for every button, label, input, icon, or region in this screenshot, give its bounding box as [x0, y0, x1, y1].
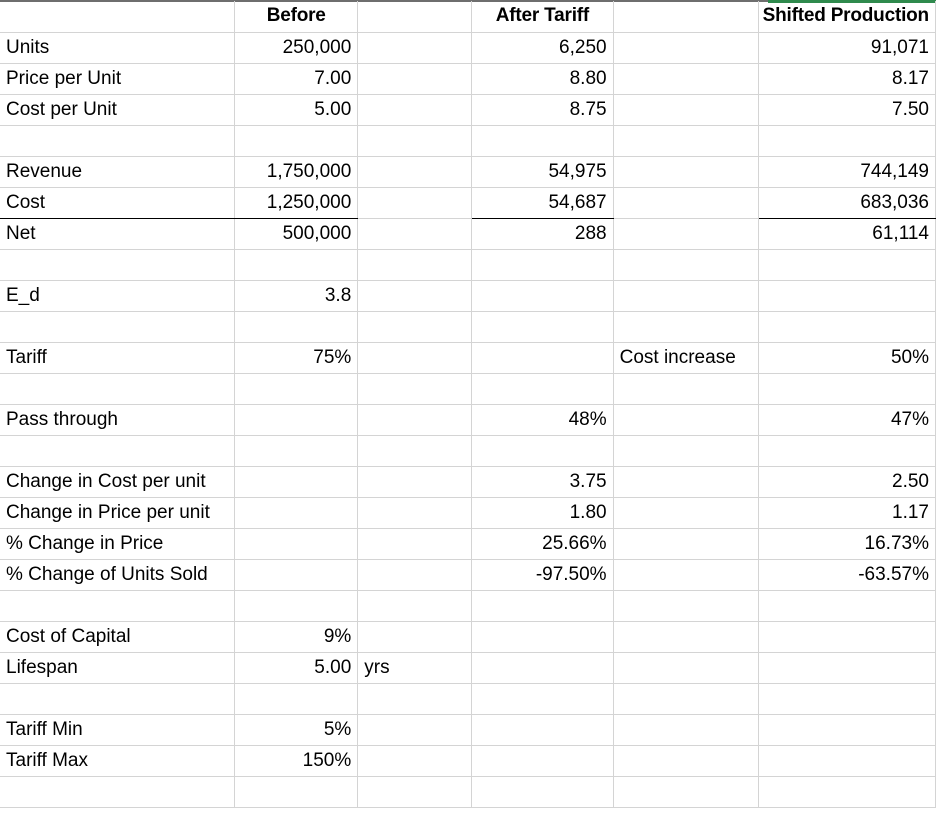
label-pct-price[interactable]: % Change in Price [0, 528, 235, 559]
row-empty [0, 683, 936, 714]
cell[interactable] [758, 249, 935, 280]
cost-shifted[interactable]: 683,036 [758, 187, 935, 218]
pct-price-shifted[interactable]: 16.73% [758, 528, 935, 559]
cell[interactable] [613, 404, 758, 435]
label-change-price[interactable]: Change in Price per unit [0, 497, 235, 528]
cell[interactable] [235, 435, 358, 466]
cell[interactable] [613, 32, 758, 63]
label-tariff-min[interactable]: Tariff Min [0, 714, 235, 745]
cell[interactable] [358, 1, 472, 32]
row-tariff-max [0, 745, 936, 776]
row-empty [0, 776, 936, 807]
cell[interactable] [613, 776, 758, 807]
price-before[interactable]: 7.00 [235, 63, 358, 94]
cell[interactable] [0, 125, 235, 156]
pass-after[interactable]: 48% [472, 404, 613, 435]
row-units [0, 32, 936, 63]
cell[interactable] [472, 280, 613, 311]
row-empty [0, 435, 936, 466]
row-pct-price [0, 528, 936, 559]
revenue-after[interactable]: 54,975 [472, 156, 613, 187]
dcost-after[interactable]: 3.75 [472, 466, 613, 497]
label-units[interactable]: Units [0, 32, 235, 63]
label-ed[interactable]: E_d [0, 280, 235, 311]
label-cost-increase[interactable]: Cost increase [613, 342, 758, 373]
revenue-before[interactable]: 1,750,000 [235, 156, 358, 187]
cell[interactable] [758, 125, 935, 156]
net-after[interactable]: 288 [472, 218, 613, 249]
pct-price-after[interactable]: 25.66% [472, 528, 613, 559]
units-shifted[interactable]: 91,071 [758, 32, 935, 63]
label-price[interactable]: Price per Unit [0, 63, 235, 94]
row-empty [0, 311, 936, 342]
cell[interactable] [758, 373, 935, 404]
dprice-shifted[interactable]: 1.17 [758, 497, 935, 528]
row-revenue [0, 156, 936, 187]
row-cost-per-unit [0, 94, 936, 125]
cell[interactable] [0, 1, 235, 32]
net-before[interactable]: 500,000 [235, 218, 358, 249]
cell[interactable] [613, 280, 758, 311]
row-ed [0, 280, 936, 311]
lifespan-unit[interactable]: yrs [358, 652, 472, 683]
label-pct-units[interactable]: % Change of Units Sold [0, 559, 235, 590]
cell[interactable] [358, 435, 472, 466]
cell[interactable] [0, 590, 235, 621]
cell[interactable] [472, 683, 613, 714]
cell[interactable] [472, 652, 613, 683]
label-revenue[interactable]: Revenue [0, 156, 235, 187]
cell[interactable] [0, 311, 235, 342]
cell[interactable] [613, 435, 758, 466]
row-empty [0, 125, 936, 156]
cell[interactable] [472, 342, 613, 373]
cell[interactable] [613, 683, 758, 714]
header-shifted-production[interactable]: Shifted Production [758, 1, 935, 32]
label-change-cost[interactable]: Change in Cost per unit [0, 466, 235, 497]
cell[interactable] [758, 311, 935, 342]
cell[interactable] [358, 404, 472, 435]
tariff-before[interactable]: 75% [235, 342, 358, 373]
cell[interactable] [235, 497, 358, 528]
cell[interactable] [472, 125, 613, 156]
tariff-max-before[interactable]: 150% [235, 745, 358, 776]
label-tariff-max[interactable]: Tariff Max [0, 745, 235, 776]
label-tariff[interactable]: Tariff [0, 342, 235, 373]
row-pass-through [0, 404, 936, 435]
cell[interactable] [235, 249, 358, 280]
cell[interactable] [358, 497, 472, 528]
cell[interactable] [358, 683, 472, 714]
label-cost-per-unit[interactable]: Cost per Unit [0, 94, 235, 125]
row-pct-units [0, 559, 936, 590]
cell[interactable] [358, 311, 472, 342]
row-empty [0, 373, 936, 404]
cell[interactable] [758, 714, 935, 745]
cell[interactable] [613, 652, 758, 683]
row-tariff-min [0, 714, 936, 745]
cell[interactable] [472, 714, 613, 745]
cost-increase-value[interactable]: 50% [758, 342, 935, 373]
lifespan-before[interactable]: 5.00 [235, 652, 358, 683]
cell[interactable] [358, 373, 472, 404]
cell[interactable] [758, 776, 935, 807]
row-price [0, 63, 936, 94]
cell[interactable] [358, 94, 472, 125]
price-shifted[interactable]: 8.17 [758, 63, 935, 94]
cell[interactable] [235, 683, 358, 714]
cell[interactable] [758, 280, 935, 311]
cell[interactable] [0, 683, 235, 714]
header-row [0, 1, 936, 32]
cost-unit-shifted[interactable]: 7.50 [758, 94, 935, 125]
cell-grid [0, 1, 936, 808]
row-change-cost [0, 466, 936, 497]
cell[interactable] [613, 714, 758, 745]
row-cost [0, 187, 936, 218]
cell[interactable] [613, 311, 758, 342]
cell[interactable] [358, 32, 472, 63]
cell[interactable] [613, 125, 758, 156]
header-after-tariff[interactable]: After Tariff [472, 1, 613, 32]
cell[interactable] [472, 590, 613, 621]
cell[interactable] [613, 559, 758, 590]
cell[interactable] [235, 373, 358, 404]
dcost-shifted[interactable]: 2.50 [758, 466, 935, 497]
cell[interactable] [613, 373, 758, 404]
cell[interactable] [613, 249, 758, 280]
label-cost[interactable]: Cost [0, 187, 235, 218]
cell[interactable] [358, 528, 472, 559]
price-after[interactable]: 8.80 [472, 63, 613, 94]
cell[interactable] [613, 94, 758, 125]
cell[interactable] [235, 466, 358, 497]
cost-after[interactable]: 54,687 [472, 187, 613, 218]
row-lifespan [0, 652, 936, 683]
cell[interactable] [0, 435, 235, 466]
cell[interactable] [235, 125, 358, 156]
cell[interactable] [358, 187, 472, 218]
cell[interactable] [358, 156, 472, 187]
cell[interactable] [613, 528, 758, 559]
coc-before[interactable]: 9% [235, 621, 358, 652]
cell[interactable] [613, 187, 758, 218]
row-empty [0, 249, 936, 280]
cell[interactable] [758, 652, 935, 683]
ed-before[interactable]: 3.8 [235, 280, 358, 311]
cell[interactable] [358, 249, 472, 280]
cell[interactable] [235, 311, 358, 342]
cost-unit-before[interactable]: 5.00 [235, 94, 358, 125]
cell[interactable] [758, 745, 935, 776]
cell[interactable] [358, 745, 472, 776]
cell[interactable] [0, 373, 235, 404]
pct-units-after[interactable]: -97.50% [472, 559, 613, 590]
cell[interactable] [235, 590, 358, 621]
cost-unit-after[interactable]: 8.75 [472, 94, 613, 125]
cell[interactable] [235, 776, 358, 807]
cell[interactable] [358, 125, 472, 156]
header-before[interactable]: Before [235, 1, 358, 32]
cell[interactable] [358, 559, 472, 590]
cell[interactable] [613, 156, 758, 187]
label-cost-of-capital[interactable]: Cost of Capital [0, 621, 235, 652]
row-cost-of-capital [0, 621, 936, 652]
cell[interactable] [472, 249, 613, 280]
cell[interactable] [472, 776, 613, 807]
cell[interactable] [613, 497, 758, 528]
units-after[interactable]: 6,250 [472, 32, 613, 63]
label-lifespan[interactable]: Lifespan [0, 652, 235, 683]
cell[interactable] [235, 404, 358, 435]
cost-before[interactable]: 1,250,000 [235, 187, 358, 218]
cell[interactable] [472, 745, 613, 776]
cell[interactable] [613, 745, 758, 776]
cell[interactable] [358, 776, 472, 807]
cell[interactable] [358, 63, 472, 94]
row-tariff [0, 342, 936, 373]
cell[interactable] [358, 590, 472, 621]
cell[interactable] [472, 373, 613, 404]
cell[interactable] [358, 714, 472, 745]
cell[interactable] [613, 621, 758, 652]
cell[interactable] [472, 435, 613, 466]
cell[interactable] [613, 218, 758, 249]
cell[interactable] [758, 590, 935, 621]
cell[interactable] [758, 683, 935, 714]
row-empty [0, 590, 936, 621]
units-before[interactable]: 250,000 [235, 32, 358, 63]
label-net[interactable]: Net [0, 218, 235, 249]
row-net [0, 218, 936, 249]
pass-shifted[interactable]: 47% [758, 404, 935, 435]
cell[interactable] [613, 590, 758, 621]
row-change-price [0, 497, 936, 528]
cell[interactable] [358, 280, 472, 311]
cell[interactable] [0, 776, 235, 807]
cell[interactable] [358, 466, 472, 497]
cell[interactable] [758, 621, 935, 652]
cell[interactable] [472, 311, 613, 342]
tariff-min-before[interactable]: 5% [235, 714, 358, 745]
cell[interactable] [358, 342, 472, 373]
cell[interactable] [235, 528, 358, 559]
cell[interactable] [472, 621, 613, 652]
cell[interactable] [358, 218, 472, 249]
cell[interactable] [613, 1, 758, 32]
cell[interactable] [0, 249, 235, 280]
cell[interactable] [613, 466, 758, 497]
cell[interactable] [235, 559, 358, 590]
revenue-shifted[interactable]: 744,149 [758, 156, 935, 187]
label-pass-through[interactable]: Pass through [0, 404, 235, 435]
dprice-after[interactable]: 1.80 [472, 497, 613, 528]
cell[interactable] [613, 63, 758, 94]
cell[interactable] [758, 435, 935, 466]
cell[interactable] [358, 621, 472, 652]
pct-units-shifted[interactable]: -63.57% [758, 559, 935, 590]
net-shifted[interactable]: 61,114 [758, 218, 935, 249]
